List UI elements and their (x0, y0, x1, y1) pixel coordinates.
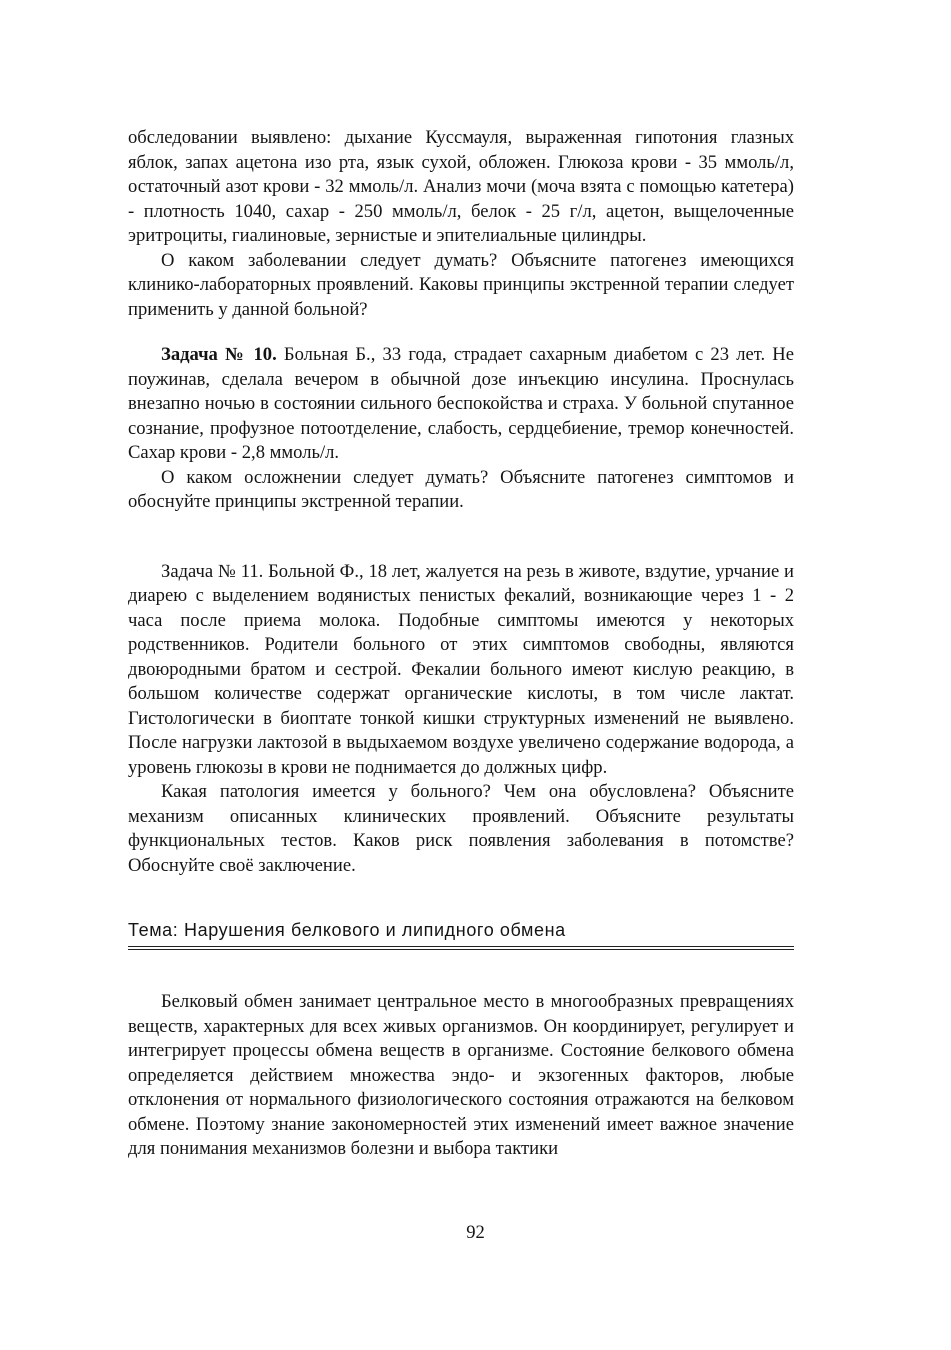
task10-label: Задача № 10. (161, 344, 277, 365)
task10-text: Больная Б., 33 года, страдает сахарным диабетом с 23 лет. Не поужинав, сделала вечером в обычной дозе инъекцию инсулина. Проснулась внезапно ночью в состоянии сильного беспокойства и страха. У больной спутанное сознание, профузное потоотделение, слабость, сердцебиение, тремор конечностей. Сахар крови - 2,8 ммоль/л. (128, 344, 794, 463)
task10-question-paragraph: О каком осложнении следует думать? Объясните патогенез симптомов и обоснуйте принципы экстренной терапии. (128, 466, 794, 512)
task10-paragraph (128, 343, 794, 466)
task11-paragraph: Задача № 11. Больной Ф., 18 лет, жалуется на резь в животе, вздутие, урчание и диарею с выделением водянистых пенистых фекалий, возникающие через 1 - 2 часа после приема молока. Подобные симптомы имеются у некоторых родственников. Родители больного от этих симптомов свободны, являются двоюродными братом и сестрой. Фекалии больного имеют кислую реакцию, в большом количестве содержат органические кислоты, в том числе лактат. Гистологически в биоптате тонкой кишки структурных изменений не выявлено. После нагрузки лактозой в выдыхаемом воздухе увеличено содержание водорода, а уровень глюкозы в крови не поднимается до должных цифр. (128, 560, 794, 778)
page-number: 92 (466, 1222, 485, 1243)
topic-heading: Тема: Нарушения белкового и липидного обмена (128, 920, 566, 940)
intro-paragraph: Белковый обмен занимает центральное место в многообразных превращениях веществ, характерных для всех живых организмов. Он координирует, регулирует и интегрирует процессы обмена веществ в организме. Состояние белкового обмена определяется действием множества эндо- и экзогенных факторов, любые отклонения от нормального физиологического состояния отражаются на белковом обмене. Поэтому знание закономерностей этих изменений имеет важное значение для понимания механизмов болезни и выбора тактики (128, 991, 794, 1159)
task9-findings-paragraph: обследовании выявлено: дыхание Куссмауля, выраженная гипотония глазных яблок, запах ацетона изо рта, язык сухой, обложен. Глюкоза крови - 35 ммоль/л, остаточный азот крови - 32 ммоль/л. Анализ мочи (моча взята с помощью катетера) - плотность 1040, сахар - 250 ммоль/л, белок - 25 г/л, ацетон, выщелоченные эритроциты, гиалиновые, зернистые и эпителиальные цилиндры. (128, 127, 794, 246)
heading-double-rule (128, 946, 794, 950)
task11-question-paragraph: Какая патология имеется у больного? Чем она обусловлена? Объясните механизм описанных клинических проявлений. Объясните результаты функциональных тестов. Каков риск появления заболевания в потомстве? Обоснуйте своё заключение. (128, 781, 794, 876)
page-body (128, 126, 794, 1162)
task9-question-paragraph: О каком заболевании следует думать? Объясните патогенез имеющихся клинико-лабораторных проявлений. Каковы принципы экстренной терапии следует применить у данной больной? (128, 249, 794, 320)
